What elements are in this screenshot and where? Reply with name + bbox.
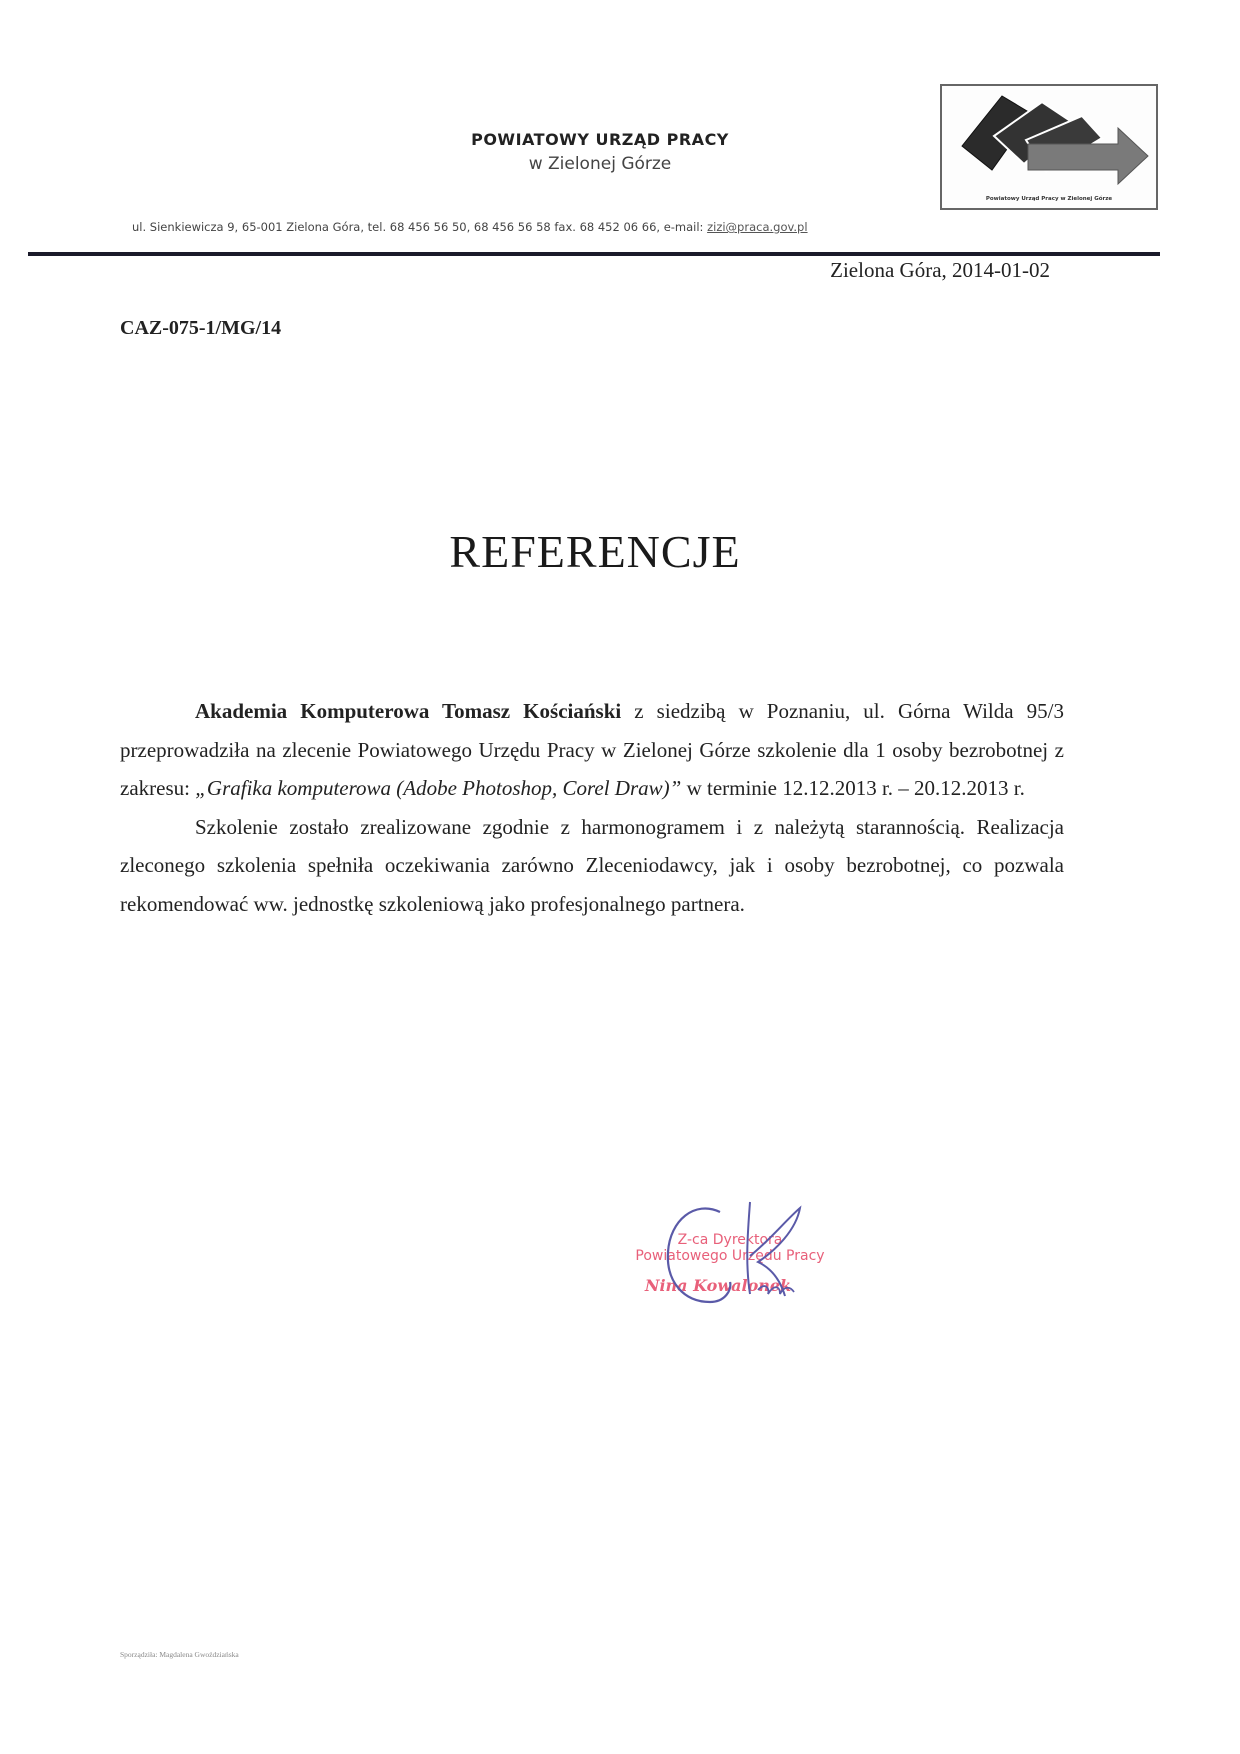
place-date: Zielona Góra, 2014-01-02	[830, 258, 1050, 282]
reference-number: CAZ-075-1/MG/14	[120, 317, 282, 339]
paragraph-2: Szkolenie zostało zrealizowane zgodnie z harmonogramem i z należytą starannością. Realizacja zleconego szkolenia spełniła oczekiwania zarówno Zleceniodawcy, jak i osoby bezrobotnej, co pozwala rekomendować ww. jednostkę szkoleniową jako profesjonalnego partnera.	[120, 814, 1064, 916]
organization-name: POWIATOWY URZĄD PRACY	[471, 130, 729, 149]
paragraph-1-text-b: w terminie 12.12.2013 r. – 20.12.2013 r.	[681, 776, 1025, 800]
logo-caption: Powiatowy Urząd Pracy w Zielonej Górze	[985, 196, 1113, 202]
organization-logo	[940, 84, 1158, 210]
paragraph-1	[120, 692, 1064, 808]
stamp-institution: Powiatowego Urzędu Pracy	[635, 1248, 825, 1264]
document-title: REFERENCJE	[449, 526, 741, 577]
stamp-position: Z-ca Dyrektora	[677, 1232, 783, 1248]
address-text: ul. Sienkiewicza 9, 65-001 Zielona Góra, tel. 68 456 56 50, 68 456 56 58 fax. 68 452 06 66, e-mail:	[132, 220, 708, 234]
handwritten-signature-icon	[600, 1190, 860, 1320]
stamp-signature	[600, 1190, 860, 1320]
stamp-signatory-name: Nina Kowalonek	[644, 1276, 792, 1295]
organization-city: w Zielonej Górze	[528, 154, 672, 174]
paragraph-1-text-a: z siedzibą w Poznaniu, ul. Górna Wilda 95/3 przeprowadziła na zlecenie Powiatowego Urzędu Pracy w Zielonej Górze szkolenie dla 1 osoby bezrobotnej z zakresu:	[120, 699, 1064, 800]
course-name: „Grafika komputerowa (Adobe Photoshop, Corel Draw)”	[195, 776, 682, 800]
company-name: Akademia Komputerowa Tomasz Kościański	[195, 699, 622, 723]
logo-cards-arrow-icon	[942, 86, 1156, 208]
letter-body	[120, 692, 1064, 923]
header-divider	[28, 252, 1160, 256]
contact-address	[132, 220, 1032, 234]
email-link[interactable]: zizi@praca.gov.pl	[707, 220, 808, 234]
prepared-by: Sporządziła: Magdalena Gwoździańska	[120, 1650, 239, 1659]
